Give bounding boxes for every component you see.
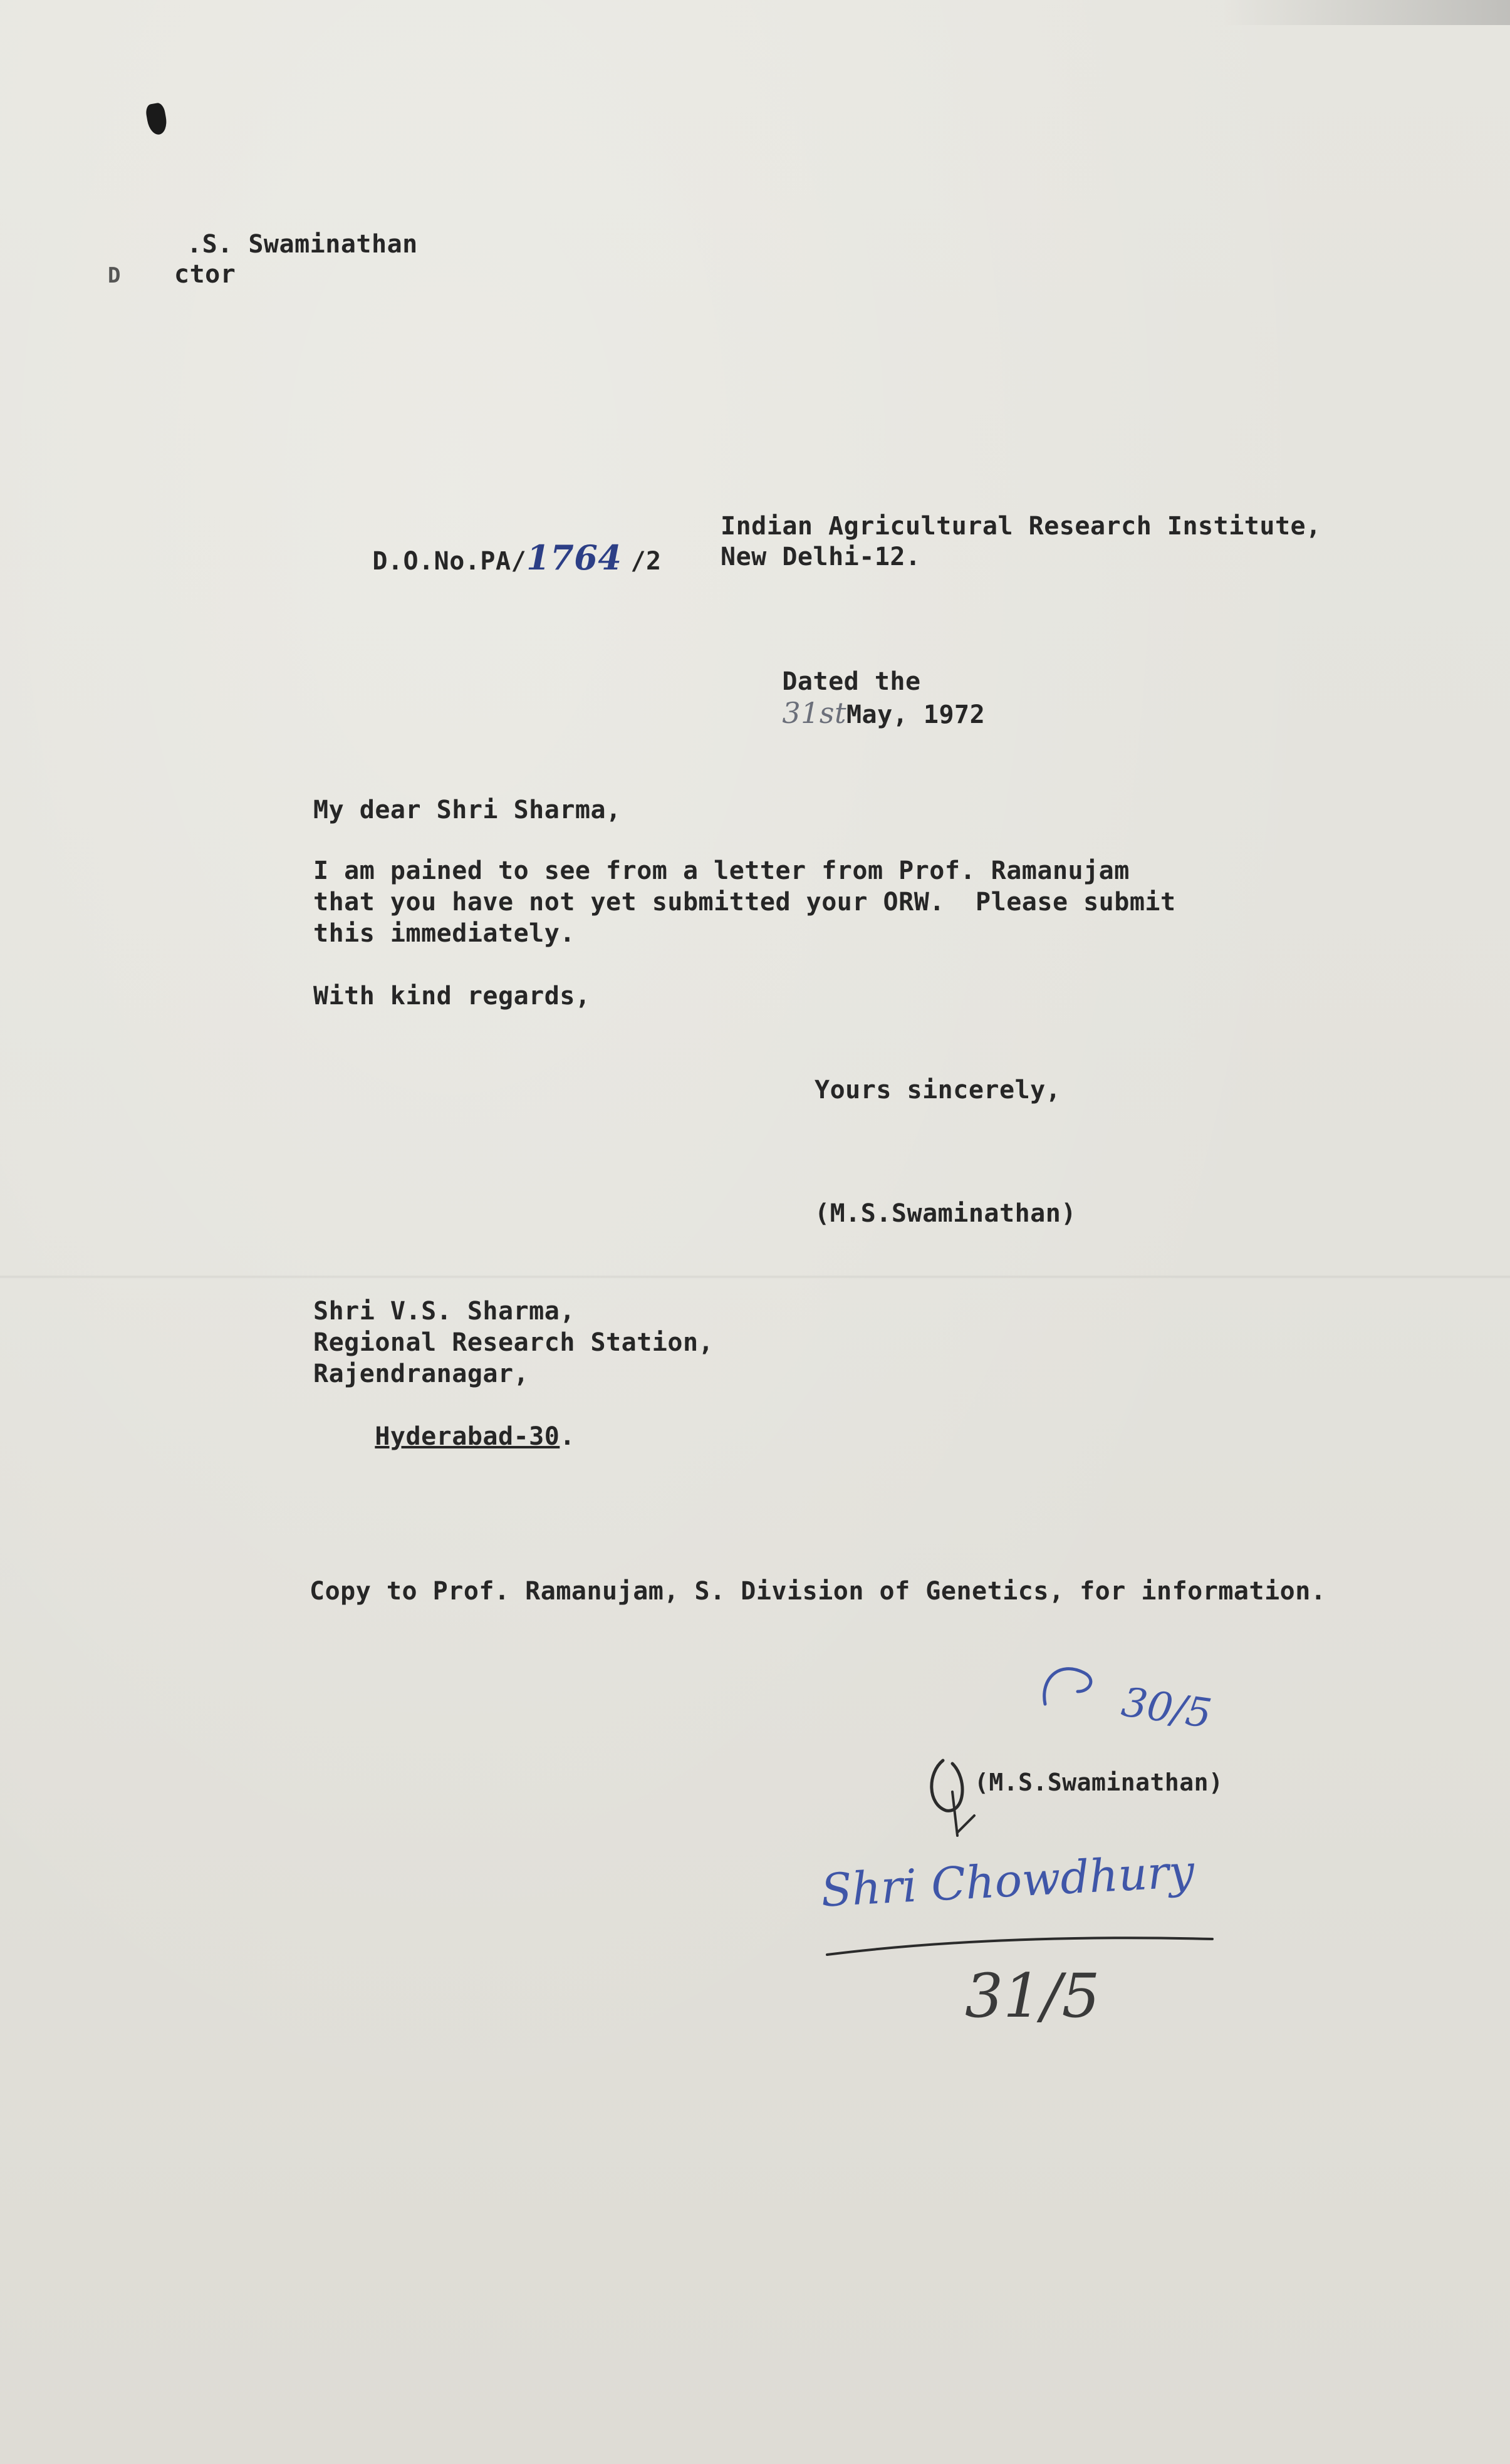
recipient-line-3: Rajendranagar,	[313, 1359, 529, 1388]
underline-stroke	[827, 1938, 1212, 1955]
recipient-city	[313, 1390, 575, 1484]
initial-mark	[1044, 1669, 1091, 1704]
hook-mark	[952, 1792, 974, 1836]
recipient-city-punct: .	[560, 1422, 575, 1451]
body-line-2: that you have not yet submitted your ORW. Please submit	[313, 888, 1176, 917]
salutation: My dear Shri Sharma,	[313, 796, 622, 824]
reference-number	[311, 511, 662, 608]
scan-edge-shadow	[1222, 0, 1510, 25]
signatory: (M.S.Swaminathan)	[815, 1199, 1076, 1228]
recipient-city-name: Hyderabad-30	[375, 1422, 560, 1451]
note-name: Shri Chowdhury	[820, 1844, 1196, 1917]
recipient-line-2: Regional Research Station,	[313, 1328, 714, 1357]
reference-suffix: /2	[630, 547, 662, 576]
punch-hole	[145, 102, 169, 136]
copy-signatory: (M.S.Swaminathan)	[974, 1769, 1224, 1796]
sender-title: ctor	[174, 260, 236, 289]
sender-title-initial: D	[108, 263, 121, 288]
copy-line: Copy to Prof. Ramanujam, S. Division of Genetics, for information.	[310, 1577, 1326, 1606]
body-line-1: I am pained to see from a letter from Prof. Ramanujam	[313, 856, 1130, 885]
date-handwritten: 31st	[782, 696, 846, 730]
paper-fold	[0, 1275, 1510, 1279]
closing: Yours sincerely,	[815, 1076, 1061, 1105]
date-suffix: May, 1972	[846, 700, 986, 729]
note-date-2: 31/5	[965, 1961, 1100, 2031]
letter-date	[721, 635, 985, 762]
sender-name: .S. Swaminathan	[187, 230, 418, 259]
institute-city: New Delhi-12.	[721, 543, 921, 571]
circle-mark	[932, 1760, 962, 1811]
institute-name: Indian Agricultural Research Institute,	[721, 512, 1321, 541]
date-prefix: Dated the	[782, 667, 921, 696]
reference-handwritten: 1764	[526, 538, 622, 578]
recipient-line-1: Shri V.S. Sharma,	[313, 1297, 575, 1326]
regards: With kind regards,	[313, 982, 591, 1011]
note-date-1: 30/5	[1118, 1679, 1215, 1738]
body-line-3: this immediately.	[313, 919, 575, 948]
reference-prefix: D.O.No.PA/	[372, 547, 527, 576]
